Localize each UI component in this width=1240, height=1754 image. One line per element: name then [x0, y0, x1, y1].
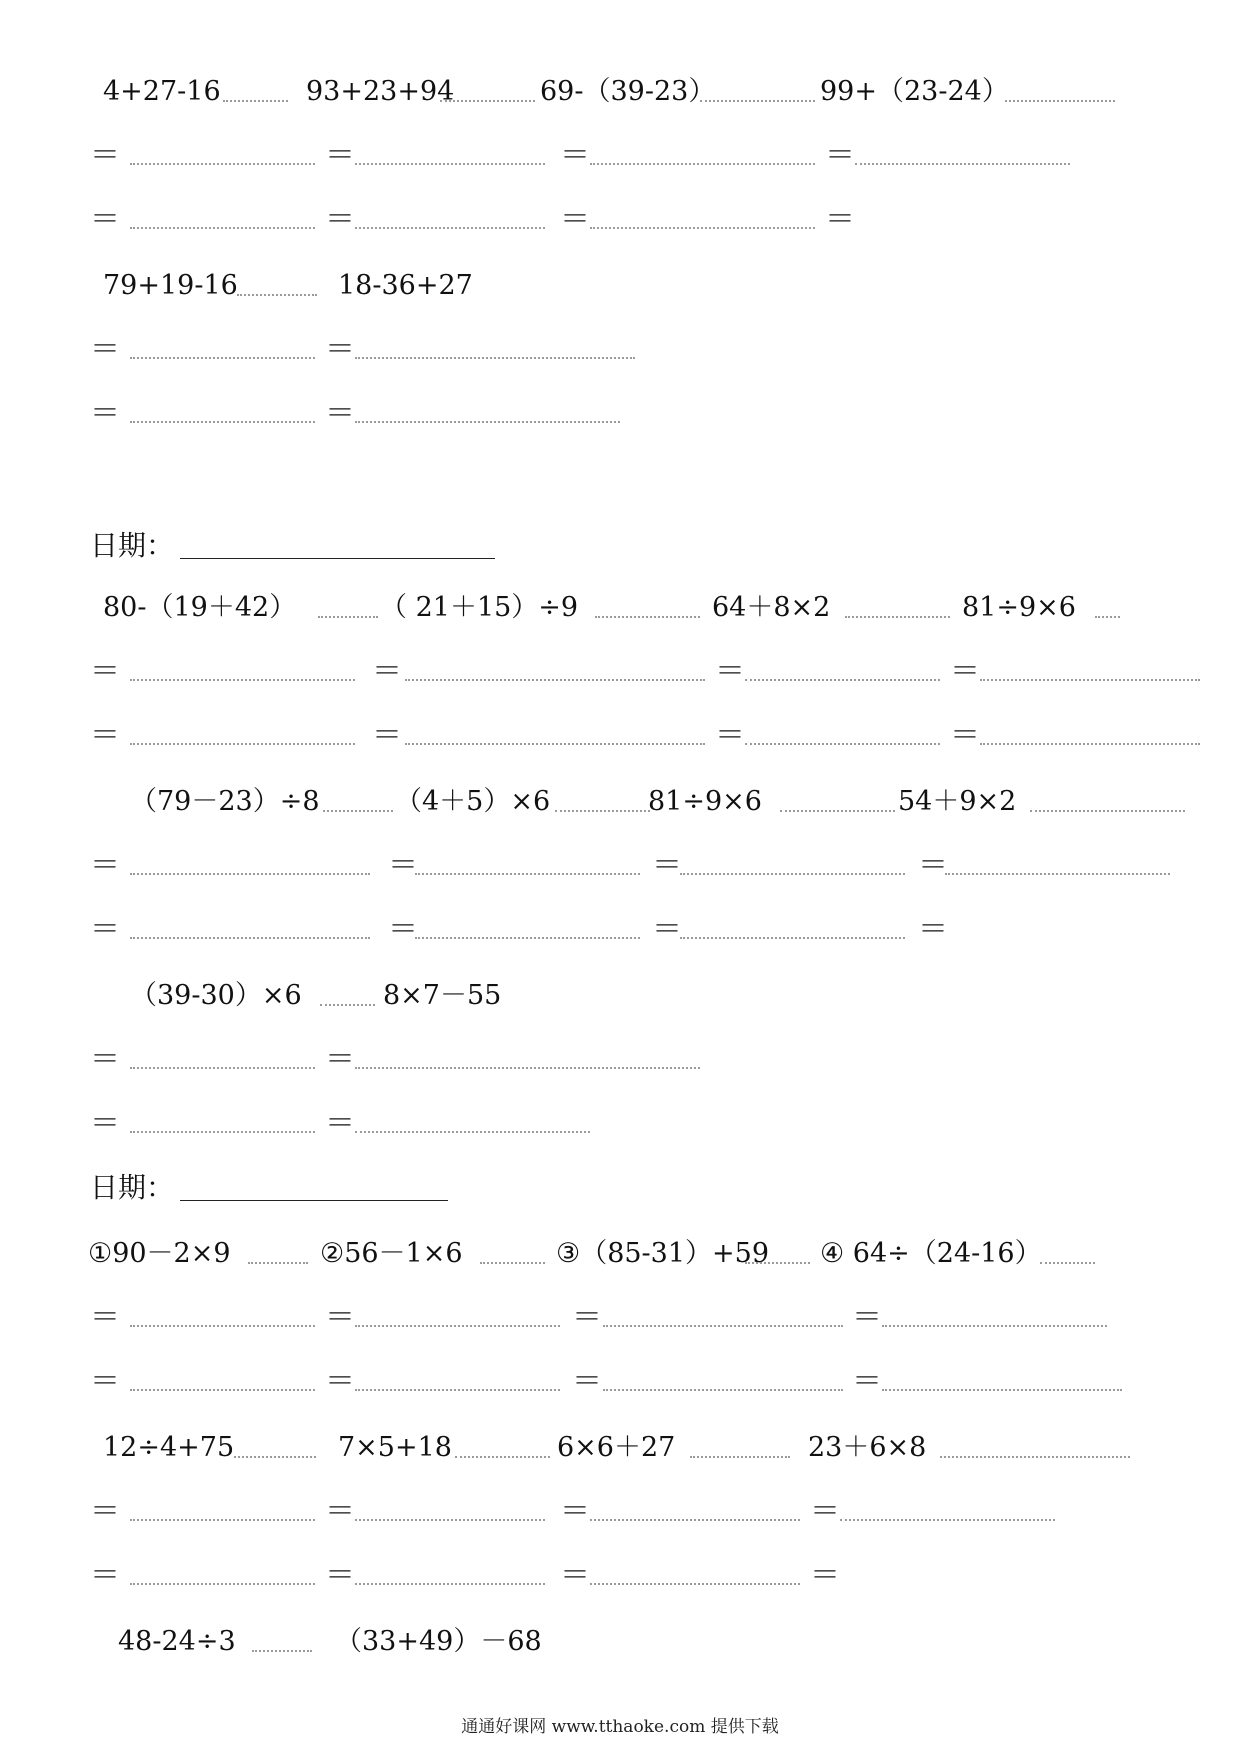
dotted-line [440, 100, 535, 102]
dotted-line [745, 1262, 810, 1264]
answer-line [355, 421, 620, 423]
equals-sign: ＝ [652, 912, 682, 947]
answer-line [882, 1389, 1122, 1391]
answer-line [882, 1325, 1107, 1327]
answer-line [980, 679, 1200, 681]
answer-line [355, 1067, 700, 1069]
answer-line [980, 743, 1200, 745]
equals-sign: ＝ [918, 848, 948, 883]
dotted-line [480, 1262, 545, 1264]
answer-line [415, 873, 640, 875]
dotted-line [940, 1456, 1130, 1458]
problem: （39-30）×6 [130, 980, 302, 1011]
dotted-line [690, 1456, 790, 1458]
equals-sign: ＝ [90, 1364, 120, 1399]
equals-sign: ＝ [90, 396, 120, 431]
problem: 79+19-16 [103, 270, 238, 301]
equals-sign: ＝ [90, 912, 120, 947]
problem: （ 21＋15）÷9 [380, 592, 579, 623]
problem: 7×5+18 [338, 1432, 452, 1463]
problem: （33+49）－68 [335, 1626, 542, 1657]
answer-line [130, 1583, 315, 1585]
answer-line [415, 937, 640, 939]
dotted-line [1030, 810, 1185, 812]
dotted-line [1095, 616, 1120, 618]
problem: 8×7－55 [383, 980, 502, 1011]
equals-sign: ＝ [810, 1558, 840, 1593]
answer-line [355, 1389, 560, 1391]
answer-line [130, 357, 315, 359]
equals-sign: ＝ [388, 848, 418, 883]
dotted-line [845, 616, 950, 618]
equals-sign: ＝ [950, 718, 980, 753]
answer-line [355, 1583, 545, 1585]
dotted-line [320, 1004, 375, 1006]
equals-sign: ＝ [715, 718, 745, 753]
dotted-line [555, 810, 650, 812]
dotted-line [318, 616, 378, 618]
answer-line [680, 937, 905, 939]
answer-line [855, 163, 1070, 165]
equals-sign: ＝ [325, 1494, 355, 1529]
equals-sign: ＝ [325, 1364, 355, 1399]
equals-sign: ＝ [90, 1106, 120, 1141]
equals-sign: ＝ [90, 848, 120, 883]
equals-sign: ＝ [852, 1364, 882, 1399]
problem: ②56－1×6 [320, 1238, 463, 1269]
problem: 80-（19＋42） [103, 592, 297, 623]
equals-sign: ＝ [325, 1042, 355, 1077]
answer-line [590, 227, 815, 229]
problem: （79－23）÷8 [130, 786, 320, 817]
date-label: 日期： [90, 1171, 175, 1204]
answer-line [745, 743, 940, 745]
answer-line [130, 1519, 315, 1521]
answer-line [590, 163, 815, 165]
equals-sign: ＝ [950, 654, 980, 689]
answer-line [945, 873, 1170, 875]
answer-line [130, 163, 315, 165]
problem: 54＋9×2 [898, 786, 1017, 817]
date-underline [180, 1200, 448, 1201]
equals-sign: ＝ [715, 654, 745, 689]
answer-line [130, 937, 370, 939]
answer-line [130, 227, 315, 229]
dotted-line [252, 1650, 312, 1652]
equals-sign: ＝ [90, 332, 120, 367]
problem: 93+23+94 [306, 76, 455, 107]
answer-line [355, 1325, 560, 1327]
answer-line [590, 1519, 800, 1521]
dotted-line [595, 616, 700, 618]
equals-sign: ＝ [572, 1364, 602, 1399]
equals-sign: ＝ [90, 1558, 120, 1593]
answer-line [745, 679, 940, 681]
answer-line [405, 743, 705, 745]
answer-line [405, 679, 705, 681]
problem: 6×6＋27 [557, 1432, 676, 1463]
equals-sign: ＝ [325, 396, 355, 431]
dotted-line [248, 1262, 308, 1264]
answer-line [130, 421, 315, 423]
problem: ①90－2×9 [88, 1238, 231, 1269]
equals-sign: ＝ [825, 138, 855, 173]
answer-line [130, 1131, 315, 1133]
equals-sign: ＝ [90, 1494, 120, 1529]
answer-line [680, 873, 905, 875]
equals-sign: ＝ [652, 848, 682, 883]
dotted-line [455, 1456, 550, 1458]
problem: 23＋6×8 [808, 1432, 927, 1463]
footer-source-note: 通通好课网 www.tthaoke.com 提供下载 [461, 1717, 779, 1737]
answer-line [130, 1067, 315, 1069]
answer-line [355, 1131, 590, 1133]
answer-line [603, 1325, 843, 1327]
problem: 12÷4+75 [103, 1432, 235, 1463]
problem: 48-24÷3 [118, 1626, 236, 1657]
problem: （4＋5）×6 [395, 786, 551, 817]
equals-sign: ＝ [572, 1300, 602, 1335]
answer-line [130, 679, 355, 681]
equals-sign: ＝ [90, 654, 120, 689]
problem: 81÷9×6 [648, 786, 762, 817]
dotted-line [780, 810, 895, 812]
answer-line [603, 1389, 843, 1391]
dotted-line [323, 810, 393, 812]
answer-line [355, 227, 545, 229]
problem: 81÷9×6 [962, 592, 1076, 623]
equals-sign: ＝ [325, 1300, 355, 1335]
dotted-line [1040, 1262, 1095, 1264]
answer-line [355, 163, 545, 165]
equals-sign: ＝ [852, 1300, 882, 1335]
problem: 69-（39-23） [540, 76, 716, 107]
equals-sign: ＝ [560, 1494, 590, 1529]
dotted-line [700, 100, 815, 102]
equals-sign: ＝ [90, 202, 120, 237]
equals-sign: ＝ [388, 912, 418, 947]
answer-line [130, 1389, 315, 1391]
problem: 4+27-16 [103, 76, 221, 107]
equals-sign: ＝ [90, 138, 120, 173]
answer-line [130, 873, 370, 875]
problem: 18-36+27 [338, 270, 473, 301]
equals-sign: ＝ [825, 202, 855, 237]
problem: 99+（23-24） [820, 76, 1009, 107]
answer-line [355, 357, 635, 359]
answer-line [590, 1583, 800, 1585]
equals-sign: ＝ [325, 1558, 355, 1593]
answer-line [130, 1325, 315, 1327]
problem: ③（85-31）+59 [556, 1238, 770, 1269]
equals-sign: ＝ [325, 202, 355, 237]
equals-sign: ＝ [325, 138, 355, 173]
date-underline [180, 558, 495, 559]
dotted-line [1005, 100, 1115, 102]
equals-sign: ＝ [560, 138, 590, 173]
date-label: 日期： [90, 529, 175, 562]
equals-sign: ＝ [918, 912, 948, 947]
equals-sign: ＝ [325, 1106, 355, 1141]
answer-line [355, 1519, 545, 1521]
problem: 64＋8×2 [712, 592, 831, 623]
equals-sign: ＝ [372, 718, 402, 753]
equals-sign: ＝ [90, 718, 120, 753]
dotted-line [223, 100, 288, 102]
answer-line [840, 1519, 1055, 1521]
equals-sign: ＝ [810, 1494, 840, 1529]
dotted-line [234, 1456, 316, 1458]
equals-sign: ＝ [560, 1558, 590, 1593]
problem: ④ 64÷（24-16） [820, 1238, 1042, 1269]
equals-sign: ＝ [372, 654, 402, 689]
equals-sign: ＝ [90, 1042, 120, 1077]
dotted-line [237, 294, 317, 296]
equals-sign: ＝ [560, 202, 590, 237]
equals-sign: ＝ [90, 1300, 120, 1335]
answer-line [130, 743, 355, 745]
equals-sign: ＝ [325, 332, 355, 367]
